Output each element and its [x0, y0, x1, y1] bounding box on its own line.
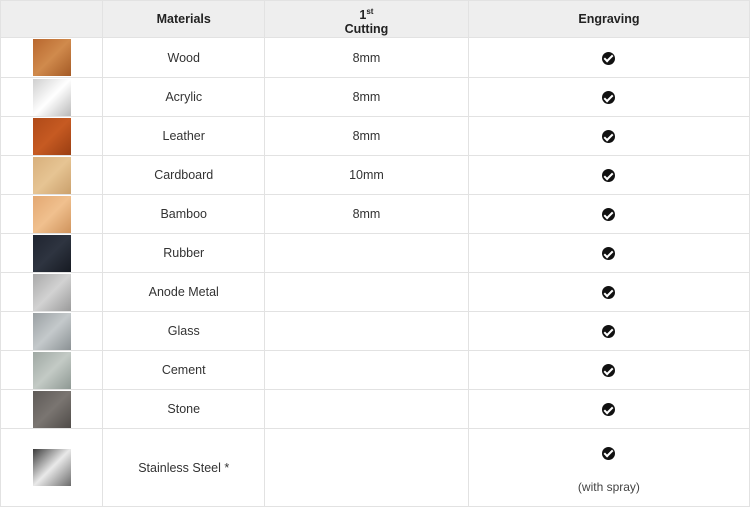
rubber-swatch-image [33, 235, 71, 272]
glass-swatch-image [33, 313, 71, 350]
table-row [1, 234, 750, 273]
table-row [1, 195, 750, 234]
material-name: Stone [103, 390, 265, 429]
acrylic-swatch-image [33, 79, 71, 116]
swatch-cell [1, 117, 103, 156]
material-name: Bamboo [103, 195, 265, 234]
header-cutting-ordinal: 1st [359, 6, 374, 22]
engraving-cell [468, 351, 749, 390]
stone-swatch-image [33, 391, 71, 428]
header-row [1, 1, 750, 38]
cardboard-swatch-image [33, 157, 71, 194]
swatch-cell [1, 78, 103, 117]
cutting-depth: 10mm [265, 156, 469, 195]
engraving-note: (with spray) [577, 479, 640, 494]
leather-swatch-image [33, 118, 71, 155]
stainless-steel-swatch-image [33, 449, 71, 486]
table-row [1, 117, 750, 156]
check-circle-icon [602, 247, 615, 260]
swatch-cell [1, 390, 103, 429]
check-circle-icon [602, 169, 615, 182]
swatch-cell [1, 312, 103, 351]
swatch-cell [1, 195, 103, 234]
anode-metal-swatch-image [33, 274, 71, 311]
material-name: Glass [103, 312, 265, 351]
engraving-cell [468, 312, 749, 351]
swatch-cell [1, 234, 103, 273]
header-cutting-label: Cutting [344, 21, 389, 36]
engraving-cell [468, 273, 749, 312]
check-circle-icon [602, 130, 615, 143]
engraving-cell [468, 234, 749, 273]
cutting-depth [265, 234, 469, 273]
material-name: Anode Metal [103, 273, 265, 312]
table-row [1, 78, 750, 117]
check-circle-icon [602, 208, 615, 221]
table-row [1, 312, 750, 351]
check-circle-icon [602, 91, 615, 104]
cutting-depth: 8mm [265, 38, 469, 78]
header-swatch-cell [1, 1, 103, 38]
engraving-cell [468, 78, 749, 117]
cutting-depth: 8mm [265, 78, 469, 117]
swatch-cell [1, 351, 103, 390]
engraving-cell [468, 38, 749, 78]
cutting-depth: 8mm [265, 117, 469, 156]
table-row [1, 351, 750, 390]
table-row [1, 156, 750, 195]
cutting-depth [265, 390, 469, 429]
engraving-cell [468, 156, 749, 195]
cement-swatch-image [33, 352, 71, 389]
material-name: Leather [103, 117, 265, 156]
cutting-depth [265, 273, 469, 312]
header-cutting [265, 1, 469, 38]
engraving-cell [468, 390, 749, 429]
swatch-cell [1, 156, 103, 195]
engraving-cell [468, 429, 749, 507]
engraving-cell [468, 195, 749, 234]
table-row [1, 38, 750, 78]
cutting-depth [265, 351, 469, 390]
table-row [1, 429, 750, 507]
material-name: Cement [103, 351, 265, 390]
check-circle-icon [602, 364, 615, 377]
cutting-depth [265, 312, 469, 351]
bamboo-swatch-image [33, 196, 71, 233]
material-name: Cardboard [103, 156, 265, 195]
check-circle-icon [602, 403, 615, 416]
check-circle-icon [602, 52, 615, 65]
cutting-depth: 8mm [265, 195, 469, 234]
material-name: Acrylic [103, 78, 265, 117]
swatch-cell [1, 429, 103, 507]
wood-swatch-image [33, 39, 71, 76]
header-engraving: Engraving [468, 1, 749, 38]
material-name: Rubber [103, 234, 265, 273]
check-circle-icon [602, 325, 615, 338]
material-name: Wood [103, 38, 265, 78]
table-row [1, 273, 750, 312]
swatch-cell [1, 38, 103, 78]
table-row [1, 390, 750, 429]
check-circle-icon [602, 286, 615, 299]
material-name: Stainless Steel * [103, 429, 265, 507]
engraving-cell [468, 117, 749, 156]
cutting-depth [265, 429, 469, 507]
check-circle-icon [602, 447, 615, 460]
header-materials: Materials [103, 1, 265, 38]
swatch-cell [1, 273, 103, 312]
